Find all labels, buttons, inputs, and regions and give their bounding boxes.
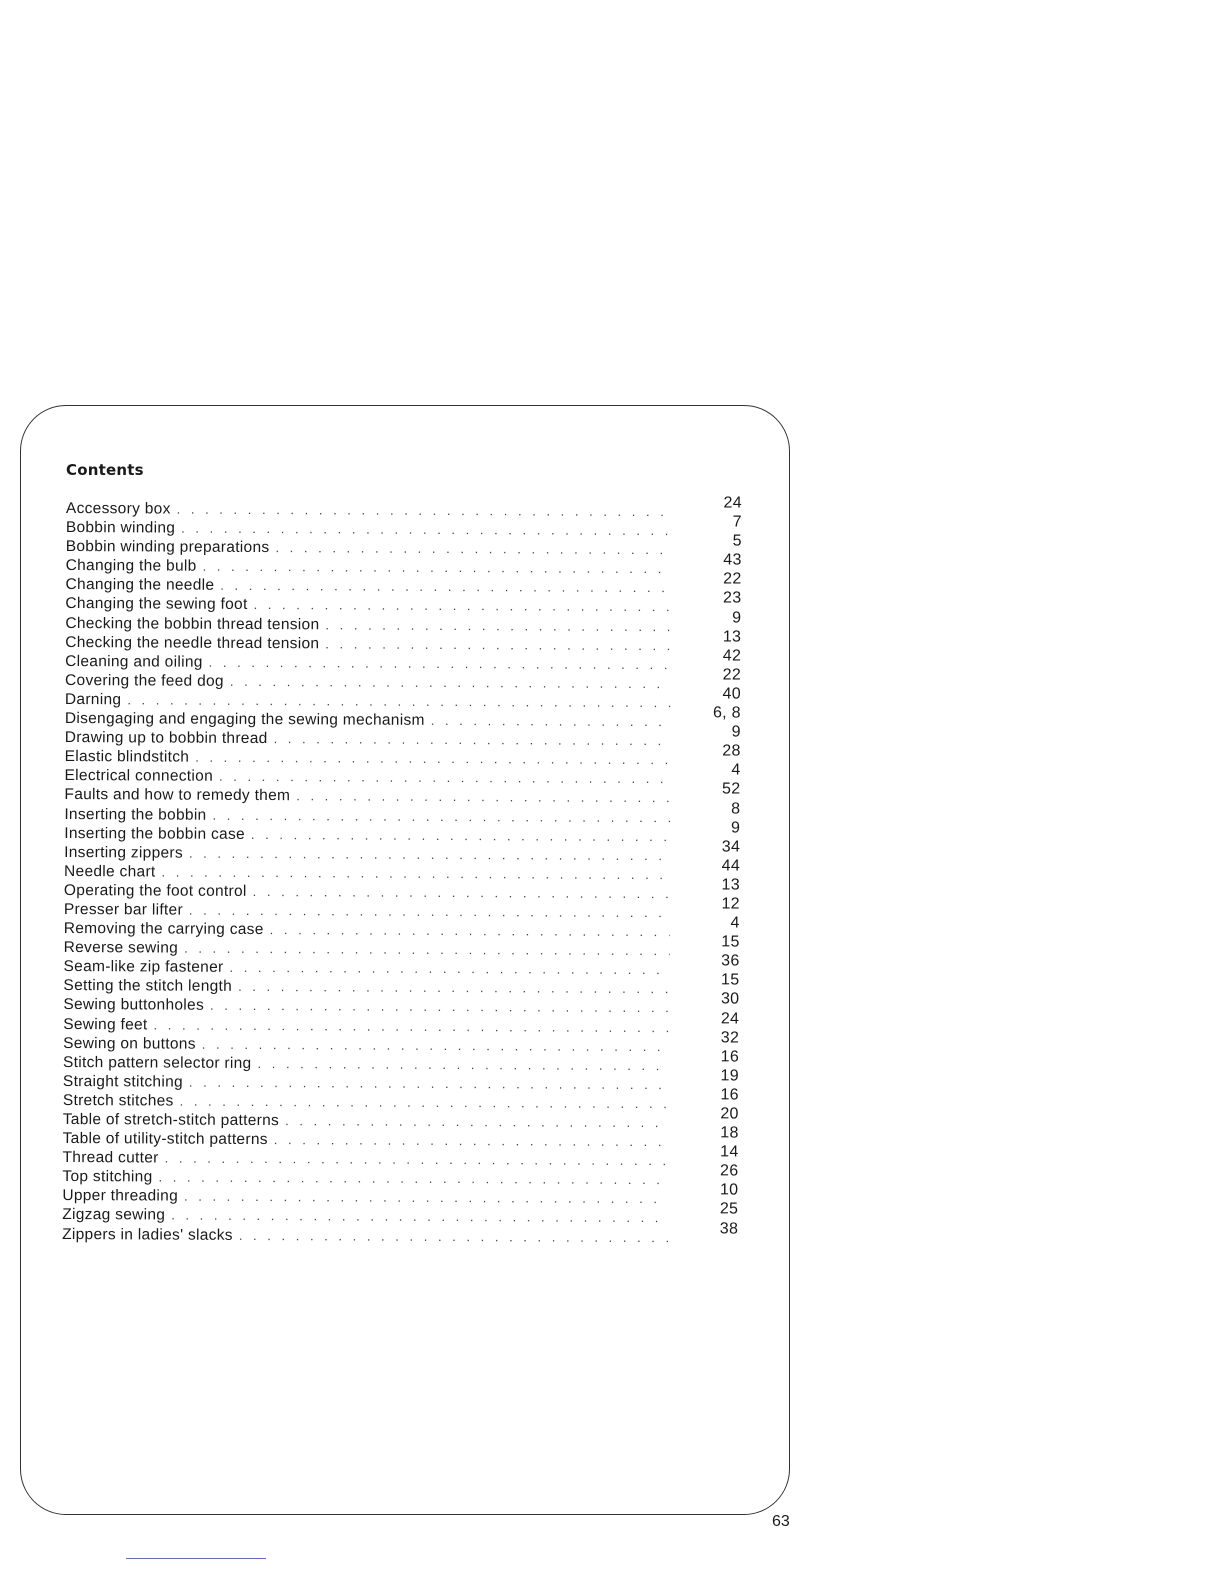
dot-leader [325,634,671,655]
entry-page-number: 10 [719,1181,739,1199]
dot-leader [212,805,670,826]
dot-leader [251,825,670,846]
entry-title: Removing the carrying case [63,920,264,939]
dot-leader [184,939,670,961]
entry-page-number: 4 [730,914,740,932]
dot-leader [165,1149,669,1171]
entry-page-number: 36 [721,952,740,970]
entry-page-number: 24 [720,1009,740,1028]
entry-title: Sewing feet [63,1015,148,1033]
entry-page-number: 5 [732,532,742,550]
entry-page-number: 6, 8 [712,704,741,722]
contents-heading: Contents [66,461,144,479]
entry-page-number: 12 [721,895,740,913]
entry-title: Sewing buttonholes [63,996,205,1015]
entry-page-number: 26 [720,1162,739,1180]
entry-title: Straight stitching [62,1072,183,1091]
entry-page-number: 32 [720,1029,740,1047]
entry-page-number: 13 [721,876,741,894]
entry-page-number: 9 [731,819,741,837]
entry-title: Darning [64,690,122,709]
entry-title: Faults and how to remedy them [64,786,291,805]
entry-page-number: 16 [720,1048,740,1066]
entry-title: Drawing up to bobbin thread [64,729,268,748]
entry-title: Bobbin winding [65,519,176,537]
dot-leader [189,843,670,865]
entry-title: Stretch stitches [62,1091,174,1110]
entry-title: Thread cutter [62,1149,159,1167]
entry-page-number: 8 [731,799,741,818]
dot-leader [285,1111,669,1132]
dot-leader [158,1168,668,1190]
dot-leader [203,557,672,579]
dot-leader [254,595,672,616]
entry-page-number: 15 [721,933,740,951]
entry-page-number: 22 [722,666,742,684]
entry-title: Checking the needle thread tension [65,633,320,652]
entry-title: Presser bar lifter [63,900,184,919]
entry-page-number: 7 [732,513,742,531]
page-number: 63 [772,1513,790,1530]
dot-leader [257,1054,669,1075]
entry-title: Table of utility-stitch patterns [62,1130,268,1149]
entry-page-number: 25 [719,1200,739,1218]
entry-title: Operating the foot control [63,881,247,900]
entry-page-number: 30 [720,990,740,1008]
dot-leader [177,500,672,522]
entry-title: Bobbin winding preparations [65,538,270,557]
dot-leader [253,882,670,903]
entry-page-number: 9 [732,609,742,627]
entry-page-number: 38 [719,1219,739,1238]
entry-title: Changing the sewing foot [65,595,248,614]
entry-page-number: 52 [722,780,741,798]
entry-title: Zigzag sewing [62,1206,166,1224]
entry-page-number: 18 [720,1124,739,1142]
dot-leader [229,958,669,979]
entry-page-number: 15 [721,971,740,989]
entry-page-number: 42 [722,647,742,665]
entry-page-number: 9 [731,723,741,741]
dot-leader [195,748,670,770]
entry-title: Table of stretch-stitch patterns [62,1110,280,1130]
dot-leader [274,1130,669,1151]
dot-leader [238,977,669,998]
dot-leader [219,767,671,788]
entry-title: Changing the needle [65,576,215,595]
entry-title: Elastic blindstitch [64,748,190,766]
dot-leader [180,1092,669,1114]
entry-page-number: 4 [731,761,741,779]
entry-title: Changing the bulb [65,557,197,575]
entry-title: Inserting the bobbin [64,805,207,824]
entry-title: Zippers in ladies' slacks [62,1225,233,1244]
dot-leader [274,729,671,750]
dot-leader [202,1034,669,1056]
dot-leader [431,711,671,731]
dot-leader [171,1206,668,1228]
entry-page-number: 13 [722,628,742,646]
entry-title: Needle chart [64,862,156,881]
entry-title: Upper threading [62,1187,179,1205]
entry-page-number: 44 [721,857,741,875]
dot-leader [209,652,672,674]
entry-page-number: 24 [723,494,743,512]
entry-title: Reverse sewing [63,939,179,957]
footnote-rule [126,1558,266,1559]
entry-title: Accessory box [65,500,171,518]
dot-leader [325,615,671,636]
dot-leader [220,576,671,597]
entry-page-number: 23 [723,589,742,608]
entry-title: Inserting the bobbin case [64,824,245,843]
dot-leader [184,1187,668,1209]
dot-leader [296,787,670,808]
entry-title: Disengaging and engaging the sewing mechanism [64,710,425,729]
entry-page-number: 34 [721,838,741,856]
entry-title: Stitch pattern selector ring [63,1053,252,1072]
dot-leader [161,862,670,884]
entry-title: Checking the bobbin thread tension [65,614,320,633]
entry-page-number: 28 [722,742,741,760]
entry-page-number: 20 [720,1105,739,1123]
entry-title: Top stitching [62,1168,153,1186]
contents-list [62,494,743,1247]
dot-leader [189,901,670,923]
entry-title: Inserting zippers [64,843,184,862]
entry-page-number: 14 [720,1143,739,1161]
dot-leader [239,1225,668,1246]
dot-leader [230,672,671,693]
dot-leader [189,1072,669,1094]
entry-page-number: 19 [720,1067,740,1085]
entry-title: Seam-like zip fastener [63,958,224,977]
dot-leader [270,920,670,941]
entry-title: Cleaning and oiling [65,652,203,671]
dot-leader [275,538,671,559]
dot-leader [210,996,669,1017]
entry-title: Sewing on buttons [63,1034,196,1053]
entry-title: Setting the stitch length [63,977,233,996]
entry-page-number: 40 [722,685,742,703]
toc-entry [62,1219,739,1248]
entry-title: Electrical connection [64,767,214,786]
entry-page-number: 16 [720,1086,739,1104]
dot-leader [181,519,672,541]
entry-page-number: 22 [723,570,742,588]
entry-page-number: 43 [723,551,742,569]
entry-title: Covering the feed dog [65,671,224,690]
